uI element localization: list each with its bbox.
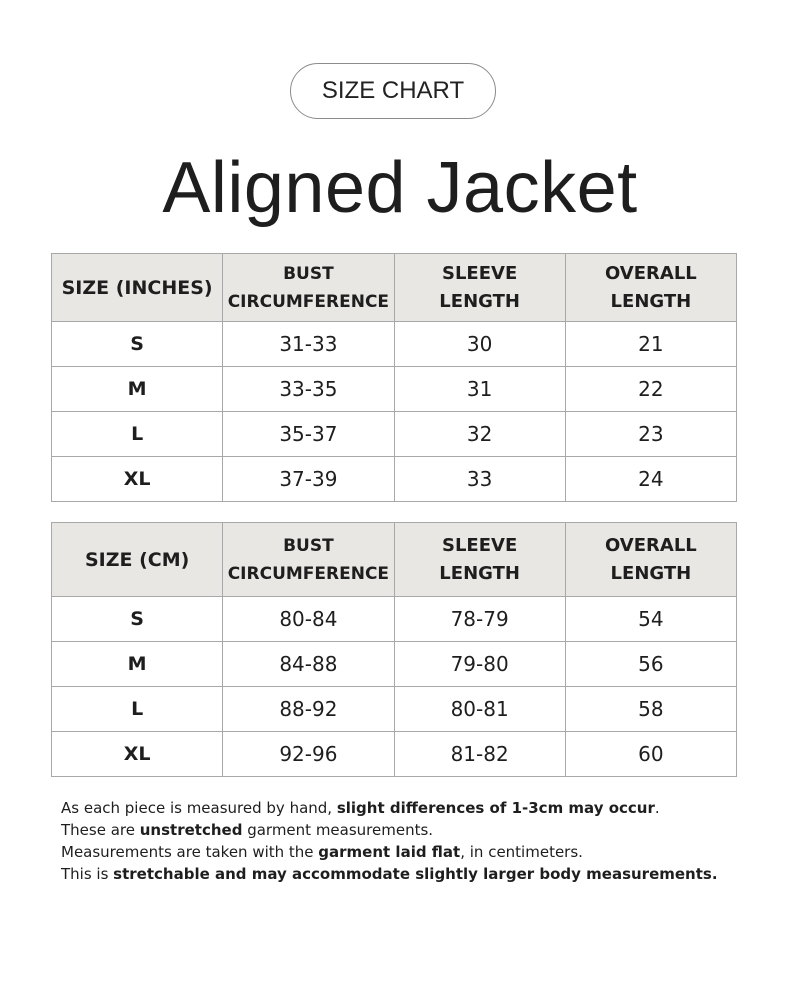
bust-header <box>223 254 394 322</box>
overall-header <box>565 254 736 322</box>
table-row <box>52 367 737 412</box>
header-text: BUST <box>283 263 334 284</box>
bust-cell: 31-33 <box>223 322 394 367</box>
header-text: BUST <box>283 535 334 556</box>
sleeve-header <box>394 254 565 322</box>
note-text: This is <box>61 865 114 883</box>
size-header <box>52 523 223 597</box>
note-text: Measurements are taken with the <box>61 843 319 861</box>
table-row <box>52 412 737 457</box>
overall-cell: 58 <box>565 687 736 732</box>
bust-cell: 37-39 <box>223 457 394 502</box>
sleeve-cell: 78-79 <box>394 597 565 642</box>
note-line <box>61 841 761 863</box>
size-cell: L <box>52 687 223 732</box>
header-text: LENGTH <box>439 562 520 584</box>
size-cell: XL <box>52 457 223 502</box>
size-chart-badge <box>290 63 496 119</box>
overall-cell: 22 <box>565 367 736 412</box>
sleeve-cell: 31 <box>394 367 565 412</box>
note-text: , in centimeters. <box>460 843 583 861</box>
size-table-inches <box>51 253 737 502</box>
header-text: SLEEVE <box>441 262 518 284</box>
table-row <box>52 597 737 642</box>
header-text: SIZE (CM) <box>84 548 190 571</box>
header-text: LENGTH <box>439 290 520 312</box>
overall-cell: 54 <box>565 597 736 642</box>
note-emphasis: unstretched <box>139 821 243 839</box>
overall-cell: 21 <box>565 322 736 367</box>
table-header-row <box>52 523 737 597</box>
sleeve-header <box>394 523 565 597</box>
bust-cell: 88-92 <box>223 687 394 732</box>
badge-label: SIZE CHART <box>321 77 465 104</box>
note-line <box>61 863 761 885</box>
bust-header <box>223 523 394 597</box>
sleeve-cell: 32 <box>394 412 565 457</box>
size-cell: S <box>52 322 223 367</box>
table-row <box>52 322 737 367</box>
note-text: garment measurements. <box>242 821 434 839</box>
bust-cell: 84-88 <box>223 642 394 687</box>
table-header-row <box>52 254 737 322</box>
overall-cell: 60 <box>565 732 736 777</box>
sleeve-cell: 81-82 <box>394 732 565 777</box>
header-text: LENGTH <box>610 562 692 584</box>
size-cell: M <box>52 642 223 687</box>
table-row <box>52 642 737 687</box>
sleeve-cell: 80-81 <box>394 687 565 732</box>
note-emphasis: stretchable and may accommodate slightly larger body measurements. <box>113 865 718 883</box>
sleeve-cell: 33 <box>394 457 565 502</box>
size-cell: M <box>52 367 223 412</box>
header-text: SLEEVE <box>441 534 518 556</box>
header-text: OVERALL <box>604 534 697 556</box>
note-text: . <box>654 799 660 817</box>
overall-header <box>565 523 736 597</box>
measurement-notes <box>61 797 761 885</box>
sleeve-cell: 30 <box>394 322 565 367</box>
header-text: SIZE (INCHES) <box>61 276 213 299</box>
size-table-cm <box>51 522 737 777</box>
page-title: Aligned Jacket <box>162 148 638 228</box>
note-text: As each piece is measured by hand, <box>61 799 337 817</box>
note-emphasis: garment laid flat <box>318 843 461 861</box>
bust-cell: 33-35 <box>223 367 394 412</box>
size-cell: L <box>52 412 223 457</box>
size-cell: XL <box>52 732 223 777</box>
table-row <box>52 732 737 777</box>
bust-cell: 35-37 <box>223 412 394 457</box>
sleeve-cell: 79-80 <box>394 642 565 687</box>
table-row <box>52 687 737 732</box>
bust-cell: 80-84 <box>223 597 394 642</box>
bust-cell: 92-96 <box>223 732 394 777</box>
size-cell: S <box>52 597 223 642</box>
overall-cell: 23 <box>565 412 736 457</box>
note-emphasis: slight differences of 1-3cm may occur <box>336 799 655 817</box>
note-line <box>61 797 761 819</box>
header-text: LENGTH <box>610 290 692 312</box>
overall-cell: 24 <box>565 457 736 502</box>
header-text: CIRCUMFERENCE <box>227 563 390 584</box>
overall-cell: 56 <box>565 642 736 687</box>
header-text: CIRCUMFERENCE <box>227 291 390 312</box>
note-text: These are <box>61 821 140 839</box>
size-header <box>52 254 223 322</box>
note-line <box>61 819 761 841</box>
table-row <box>52 457 737 502</box>
header-text: OVERALL <box>604 262 697 284</box>
